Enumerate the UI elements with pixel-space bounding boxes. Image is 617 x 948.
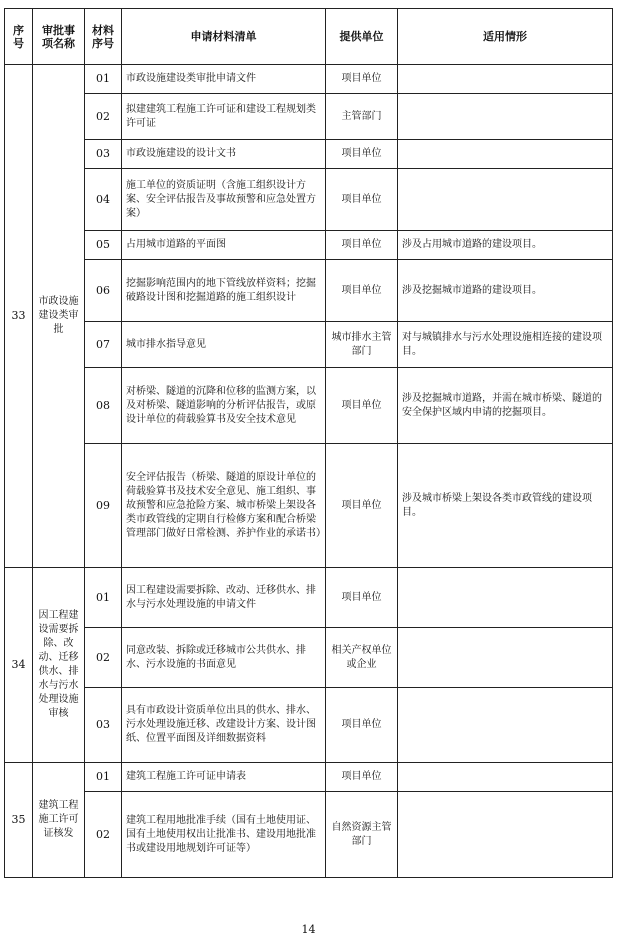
applicable-cell [398,568,613,628]
material-no: 05 [85,231,122,260]
material-no: 01 [85,568,122,628]
group-item-name: 市政设施建设类审批 [33,65,85,568]
material-text: 具有市政设计资质单位出具的供水、排水、污水处理设施迁移、改建设计方案、设计图纸、位置平面图及详细数据资料 [122,688,326,763]
applicable-cell [398,763,613,792]
table-header-row [5,9,613,65]
provider-cell: 项目单位 [326,231,398,260]
provider-cell: 项目单位 [326,169,398,231]
material-no: 08 [85,368,122,444]
provider-cell: 项目单位 [326,140,398,169]
material-no: 02 [85,792,122,878]
group-seq: 34 [5,568,33,763]
approval-materials-table [4,8,613,878]
table-row [5,688,613,763]
material-no: 01 [85,763,122,792]
material-text: 因工程建设需要拆除、改动、迁移供水、排水与污水处理设施的申请文件 [122,568,326,628]
material-no: 03 [85,688,122,763]
material-no: 06 [85,260,122,322]
applicable-cell: 涉及挖掘城市道路，并需在城市桥梁、隧道的安全保护区域内申请的挖掘项目。 [398,368,613,444]
material-text: 挖掘影响范围内的地下管线放样资料；挖掘破路设计图和挖掘道路的施工组织设计 [122,260,326,322]
material-text: 拟建建筑工程施工许可证和建设工程规划类许可证 [122,94,326,140]
material-no: 02 [85,628,122,688]
material-text: 同意改装、拆除或迁移城市公共供水、排水、污水设施的书面意见 [122,628,326,688]
applicable-cell [398,169,613,231]
material-no: 07 [85,322,122,368]
applicable-cell: 涉及城市桥梁上架设各类市政管线的建设项目。 [398,444,613,568]
header-material-seq: 材料序号 [85,9,122,65]
group-seq: 35 [5,763,33,878]
material-text: 安全评估报告（桥梁、隧道的原设计单位的荷载验算书及技术安全意见、施工组织、事故预警和应急抢险方案、城市桥梁上架设各类市政管线的定期自行检修方案和配合桥梁管理部门做好日常检测、养护作业的承诺书） [122,444,326,568]
applicable-cell [398,688,613,763]
table-row [5,140,613,169]
table-row [5,231,613,260]
material-no: 09 [85,444,122,568]
material-text: 占用城市道路的平面图 [122,231,326,260]
header-provider: 提供单位 [326,9,398,65]
material-no: 04 [85,169,122,231]
header-seq: 序号 [5,9,33,65]
provider-cell: 项目单位 [326,763,398,792]
material-no: 03 [85,140,122,169]
applicable-cell [398,94,613,140]
applicable-cell: 涉及挖掘城市道路的建设项目。 [398,260,613,322]
provider-cell: 自然资源主管部门 [326,792,398,878]
header-item-name: 审批事项名称 [33,9,85,65]
provider-cell: 项目单位 [326,65,398,94]
material-text: 市政设施建设类审批申请文件 [122,65,326,94]
applicable-cell: 涉及占用城市道路的建设项目。 [398,231,613,260]
table-row [5,65,613,94]
table-row [5,368,613,444]
provider-cell: 项目单位 [326,368,398,444]
table-row [5,763,613,792]
material-no: 02 [85,94,122,140]
table-row [5,260,613,322]
material-text: 建筑工程施工许可证申请表 [122,763,326,792]
group-item-name: 因工程建设需要拆除、改动、迁移供水、排水与污水处理设施审核 [33,568,85,763]
applicable-cell: 对与城镇排水与污水处理设施相连接的建设项目。 [398,322,613,368]
material-no: 01 [85,65,122,94]
table-row [5,322,613,368]
group-seq: 33 [5,65,33,568]
provider-cell: 主管部门 [326,94,398,140]
table-row [5,568,613,628]
group-item-name: 建筑工程施工许可证核发 [33,763,85,878]
applicable-cell [398,140,613,169]
header-applicable: 适用情形 [398,9,613,65]
header-material-list: 申请材料清单 [122,9,326,65]
applicable-cell [398,792,613,878]
page-number: 14 [301,923,316,936]
provider-cell: 项目单位 [326,444,398,568]
material-text: 建筑工程用地批准手续（国有土地使用证、国有土地使用权出让批准书、建设用地批准书或建设用地规划许可证等） [122,792,326,878]
provider-cell: 城市排水主管部门 [326,322,398,368]
material-text: 对桥梁、隧道的沉降和位移的监测方案，以及对桥梁、隧道影响的分析评估报告，或原设计单位的荷载验算书及安全技术意见 [122,368,326,444]
applicable-cell [398,628,613,688]
applicable-cell [398,65,613,94]
table-row [5,444,613,568]
table-row [5,792,613,878]
table-row [5,94,613,140]
material-text: 城市排水指导意见 [122,322,326,368]
provider-cell: 项目单位 [326,568,398,628]
material-text: 施工单位的资质证明（含施工组织设计方案、安全评估报告及事故预警和应急处置方案） [122,169,326,231]
provider-cell: 项目单位 [326,260,398,322]
provider-cell: 项目单位 [326,688,398,763]
provider-cell: 相关产权单位或企业 [326,628,398,688]
table-row [5,628,613,688]
table-row [5,169,613,231]
material-text: 市政设施建设的设计文书 [122,140,326,169]
